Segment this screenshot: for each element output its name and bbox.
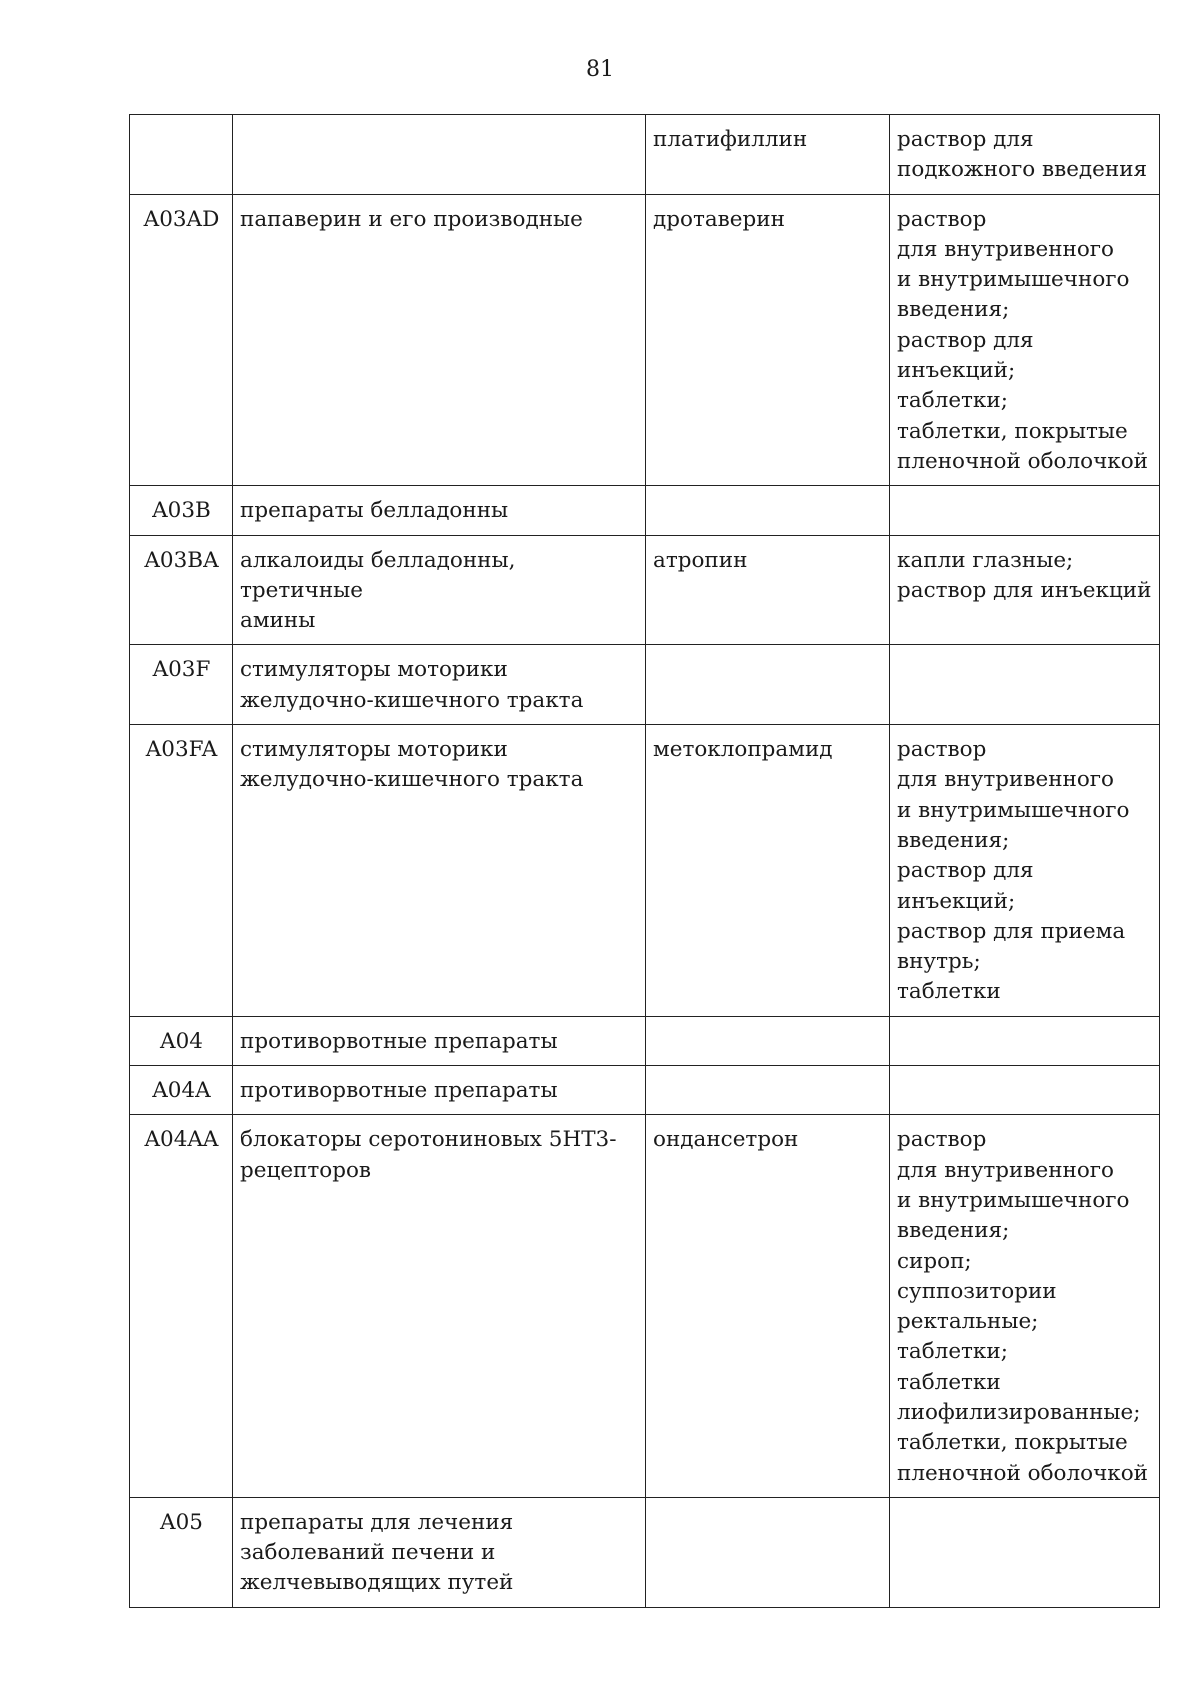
drug-name-cell	[646, 1016, 890, 1065]
pharmacological-group-cell: стимуляторы моторики желудочно-кишечного тракта	[233, 645, 646, 725]
drug-name-cell: дротаверин	[646, 194, 890, 486]
table-row	[130, 1066, 1160, 1115]
dosage-form-cell: раствор для подкожного введения	[890, 115, 1160, 195]
dosage-form-cell	[890, 1066, 1160, 1115]
table-row	[130, 1016, 1160, 1065]
pharmacological-group-cell: блокаторы серотониновых 5HT3- рецепторов	[233, 1115, 646, 1498]
drug-name-cell	[646, 1066, 890, 1115]
table-row	[130, 645, 1160, 725]
dosage-form-cell: капли глазные; раствор для инъекций	[890, 535, 1160, 645]
drug-name-cell	[646, 645, 890, 725]
drug-name-cell: ондансетрон	[646, 1115, 890, 1498]
atc-code-cell: A03BA	[130, 535, 233, 645]
pharmacological-group-cell: алкалоиды белладонны, третичные амины	[233, 535, 646, 645]
atc-code-cell: A03F	[130, 645, 233, 725]
drug-name-cell: метоклопрамид	[646, 725, 890, 1017]
dosage-form-cell	[890, 645, 1160, 725]
dosage-form-cell: раствор для внутривенного и внутримышечного введения; сироп; суппозитории ректальные; таблетки; таблетки лиофилизированные; таблетки, покрытые пленочной оболочкой	[890, 1115, 1160, 1498]
atc-code-cell: A04	[130, 1016, 233, 1065]
table-row	[130, 1497, 1160, 1607]
atc-code-cell: A04A	[130, 1066, 233, 1115]
table-row	[130, 115, 1160, 195]
table-row	[130, 1115, 1160, 1498]
atc-code-cell: A05	[130, 1497, 233, 1607]
page-number: 81	[586, 57, 614, 82]
atc-code-cell: A03B	[130, 486, 233, 535]
atc-code-cell: A04AA	[130, 1115, 233, 1498]
table-row	[130, 486, 1160, 535]
drug-name-cell: платифиллин	[646, 115, 890, 195]
drug-name-cell	[646, 1497, 890, 1607]
dosage-form-cell: раствор для внутривенного и внутримышечного введения; раствор для инъекций; раствор для приема внутрь; таблетки	[890, 725, 1160, 1017]
pharmacological-group-cell: папаверин и его производные	[233, 194, 646, 486]
pharmacological-group-cell: препараты белладонны	[233, 486, 646, 535]
drug-classification-table	[129, 114, 1160, 1608]
dosage-form-cell	[890, 1497, 1160, 1607]
drug-name-cell	[646, 486, 890, 535]
pharmacological-group-cell	[233, 115, 646, 195]
table-row	[130, 194, 1160, 486]
drug-name-cell: атропин	[646, 535, 890, 645]
pharmacological-group-cell: стимуляторы моторики желудочно-кишечного тракта	[233, 725, 646, 1017]
dosage-form-cell	[890, 1016, 1160, 1065]
atc-code-cell: A03AD	[130, 194, 233, 486]
pharmacological-group-cell: противорвотные препараты	[233, 1016, 646, 1065]
atc-code-cell	[130, 115, 233, 195]
table-row	[130, 535, 1160, 645]
pharmacological-group-cell: противорвотные препараты	[233, 1066, 646, 1115]
dosage-form-cell	[890, 486, 1160, 535]
dosage-form-cell: раствор для внутривенного и внутримышечного введения; раствор для инъекций; таблетки; таблетки, покрытые пленочной оболочкой	[890, 194, 1160, 486]
pharmacological-group-cell: препараты для лечения заболеваний печени и желчевыводящих путей	[233, 1497, 646, 1607]
atc-code-cell: A03FA	[130, 725, 233, 1017]
table-row	[130, 725, 1160, 1017]
